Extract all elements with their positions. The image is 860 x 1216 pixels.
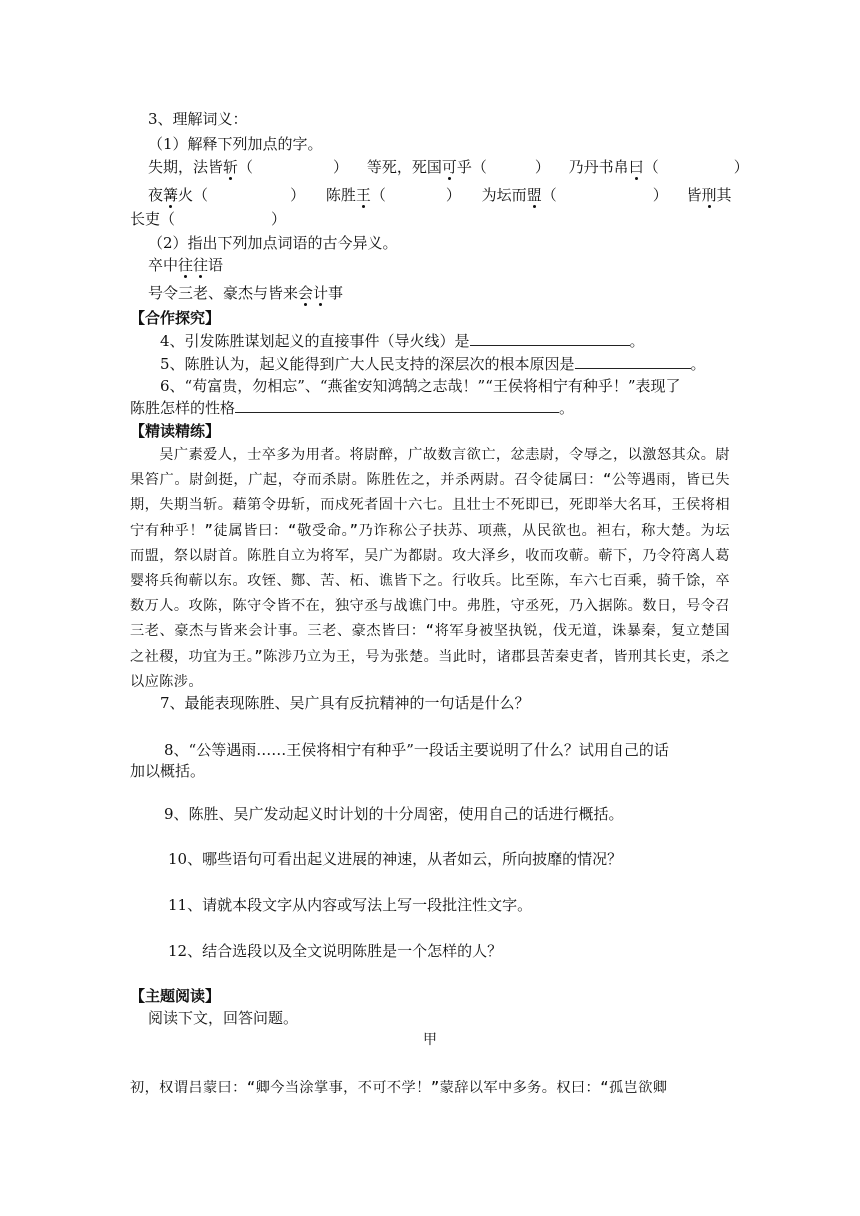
- question-11: 11、请就本段文字从内容或写法上写一段批注性文字。: [168, 896, 533, 914]
- section-heading-hezuo: 【合作探究】: [130, 309, 221, 327]
- question-10: 10、哪些语句可看出起义进展的神速，从者如云，所向披靡的情况？: [168, 850, 623, 868]
- reading-passage: 吴广素爱人，士卒多为用者。将尉醉，广故数言欲亡，忿恚尉，令辱之，以激怒其众。尉果笞广。尉剑挺，广起，夺而杀尉。陈胜佐之，并杀两尉。召令徒属曰：“公等遇雨，皆已失期，失期当斩。藉第令毋斩，而戍死者固十六七。且壮士不死即已，死即举大名耳，王侯将相宁有种乎！”徒属皆曰：“敬受命。”乃诈称公子扶苏、项燕，从民欲也。袒右，称大楚。为坛而盟，祭以尉首。陈胜自立为将军，吴广为都尉。攻大泽乡，收而攻蕲。蕲下，乃令符离人葛婴将兵徇蕲以东。攻铚、酂、苦、柘、谯皆下之。行收兵。比至陈，车六七百乘，骑千馀，卒数万人。攻陈，陈守令皆不在，独守丞与战谯门中。弗胜，守丞死，乃入据陈。数日，号令召三老、豪杰与皆来会计事。三老、豪杰皆曰：“将军身被坚执锐，伐无道，诛暴秦，复立楚国之社稷，功宜为王。”陈涉乃立为王，号为张楚。当此时，诸郡县苦秦吏者，皆刑其长吏，杀之以应陈涉。: [130, 447, 730, 690]
- question-8-line1: 8、“公等遇雨……王侯将相宁有种乎”一段话主要说明了什么？试用自己的话: [164, 741, 669, 759]
- q3-example-2: 号令三老、豪杰与皆来会计事: [148, 284, 344, 302]
- question-5: 5、陈胜认为，起义能得到广大人民支持的深层次的根本原因是 。: [160, 355, 706, 373]
- question-4: 4、引发陈胜谋划起义的直接事件（导火线）是 。: [160, 332, 645, 350]
- q3-row3: 长吏（ ）: [130, 210, 287, 228]
- q3-row1: 失期，法皆斩（ ） 等死，死国可乎（ ） 乃丹书帛曰（ ）: [148, 158, 749, 176]
- question-8-line2: 加以概括。: [130, 762, 206, 780]
- question-7: 7、最能表现陈胜、吴广具有反抗精神的一句话是什么？: [160, 694, 530, 712]
- question-6-line1: 6、“苟富贵，勿相忘”、“燕雀安知鸿鹄之志哉！”“王侯将相宁有种乎！”表现了: [160, 377, 681, 395]
- passage-jia-text: 初，权谓吕蒙曰：“卿今当涂掌事，不可不学！”蒙辞以军中多务。权曰：“孤岂欲卿: [130, 1080, 668, 1096]
- q3-row2: 夜篝火（ ） 陈胜王（ ） 为坛而盟（ ） 皆刑其: [148, 186, 732, 204]
- question-6-line2: 陈胜怎样的性格 。: [130, 399, 575, 417]
- q3-title: 3、理解词义：: [148, 110, 248, 128]
- q3-sub2: （2）指出下列加点词语的古今异义。: [148, 234, 398, 252]
- section-heading-zhuti: 【主题阅读】: [130, 987, 221, 1005]
- q3-example-1: 卒中往往语: [148, 256, 224, 274]
- answer-blank-5[interactable]: [575, 353, 691, 369]
- answer-blank-4[interactable]: [470, 330, 630, 346]
- question-9: 9、陈胜、吴广发动起义时计划的十分周密，使用自己的话进行概括。: [164, 805, 624, 823]
- section-heading-jingdu: 【精读精练】: [130, 422, 221, 440]
- question-12: 12、结合选段以及全文说明陈胜是一个怎样的人？: [168, 942, 503, 960]
- passage-label-jia: 甲: [423, 1032, 437, 1048]
- q3-sub1: （1）解释下列加点的字。: [148, 135, 323, 153]
- reading-intro: 阅读下文，回答问题。: [148, 1009, 299, 1027]
- answer-blank-6[interactable]: [235, 397, 559, 413]
